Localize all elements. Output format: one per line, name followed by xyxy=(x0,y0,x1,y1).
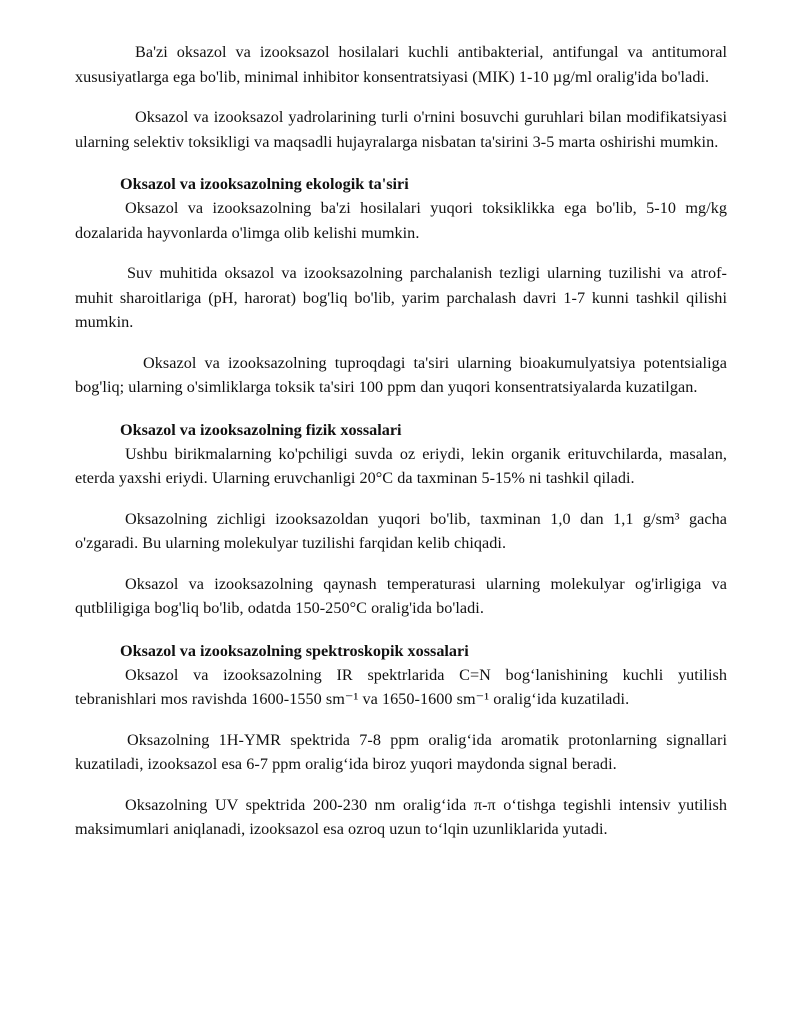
paragraph-spectro-ir: Oksazol va izooksazolning IR spektrlarida C=N bog‘lanishining kuchli yutilish tebranishlari mos ravishda 1600-1550 sm⁻¹ va 1650-1600 sm⁻¹ oralig‘ida kuzatiladi. xyxy=(75,665,727,708)
paragraph-modification: Oksazol va izooksazol yadrolarining turli o'rnini bosuvchi guruhlari bilan modifikatsiyasi ularning selektiv toksikligi va maqsadli hujayralarga nisbatan ta'sirini 3-5 marta oshirishi mumkin. xyxy=(75,108,727,151)
paragraph-physical-solubility: Ushbu birikmalarning ko'pchiligi suvda oz eriydi, lekin organik erituvchilarda, masalan, eterda yaxshi eriydi. Ularning eruvchanligi 20°C da taxminan 5-15% ni tashkil qiladi. xyxy=(75,444,727,487)
heading-spectroscopic: Oksazol va izooksazolning spektroskopik xossalari xyxy=(120,641,469,660)
paragraph-physical-density: Oksazolning zichligi izooksazoldan yuqori bo'lib, taxminan 1,0 dan 1,1 g/sm³ gacha o'zgaradi. Bu ularning molekulyar tuzilishi farqidan kelib chiqadi. xyxy=(75,509,727,552)
paragraph-spectro-uv: Oksazolning UV spektrida 200-230 nm oralig‘ida π-π o‘tishga tegishli intensiv yutilish maksimumlari aniqlanadi, izooksazol esa ozroq uzun to‘lqin uzunliklarida yutadi. xyxy=(75,795,727,838)
heading-ecology: Oksazol va izooksazolning ekologik ta'siri xyxy=(120,175,409,193)
document-page xyxy=(75,40,727,842)
paragraph-antibacterial: Ba'zi oksazol va izooksazol hosilalari kuchli antibakterial, antifungal va antitumoral xususiyatlarga ega bo'lib, minimal inhibitor konsentratsiyasi (MIK) 1-10 µg/ml oralig'ida bo'ladi. xyxy=(75,43,727,86)
heading-physical: Oksazol va izooksazolning fizik xossalari xyxy=(120,420,402,439)
paragraph-ecology-water: Suv muhitida oksazol va izooksazolning parchalanish tezligi ularning tuzilishi va atrof-muhit sharoitlariga (pH, harorat) bog'liq bo'lib, yarim parchalash davri 1-7 kunni tashkil qilishi mumkin. xyxy=(75,264,727,331)
paragraph-physical-boiling: Oksazol va izooksazolning qaynash temperaturasi ularning molekulyar og'irligiga va qutbliligiga bog'liq bo'lib, odatda 150-250°C oralig'ida bo'ladi. xyxy=(75,574,727,617)
paragraph-ecology-toxicity: Oksazol va izooksazolning ba'zi hosilalari yuqori toksiklikka ega bo'lib, 5-10 mg/kg dozalarida hayvonlarda o'limga olib kelishi mumkin. xyxy=(75,199,727,242)
paragraph-spectro-nmr: Oksazolning 1H-YMR spektrida 7-8 ppm oralig‘ida aromatik protonlarning signallari kuzatiladi, izooksazol esa 6-7 ppm oralig‘ida biroz yuqori maydonda signal beradi. xyxy=(75,730,727,773)
paragraph-ecology-soil: Oksazol va izooksazolning tuproqdagi ta'siri ularning bioakumulyatsiya potentsialiga bog'liq; ularning o'simliklarga toksik ta'siri 100 ppm dan yuqori konsentratsiyalarda kuzatilgan. xyxy=(75,353,727,396)
